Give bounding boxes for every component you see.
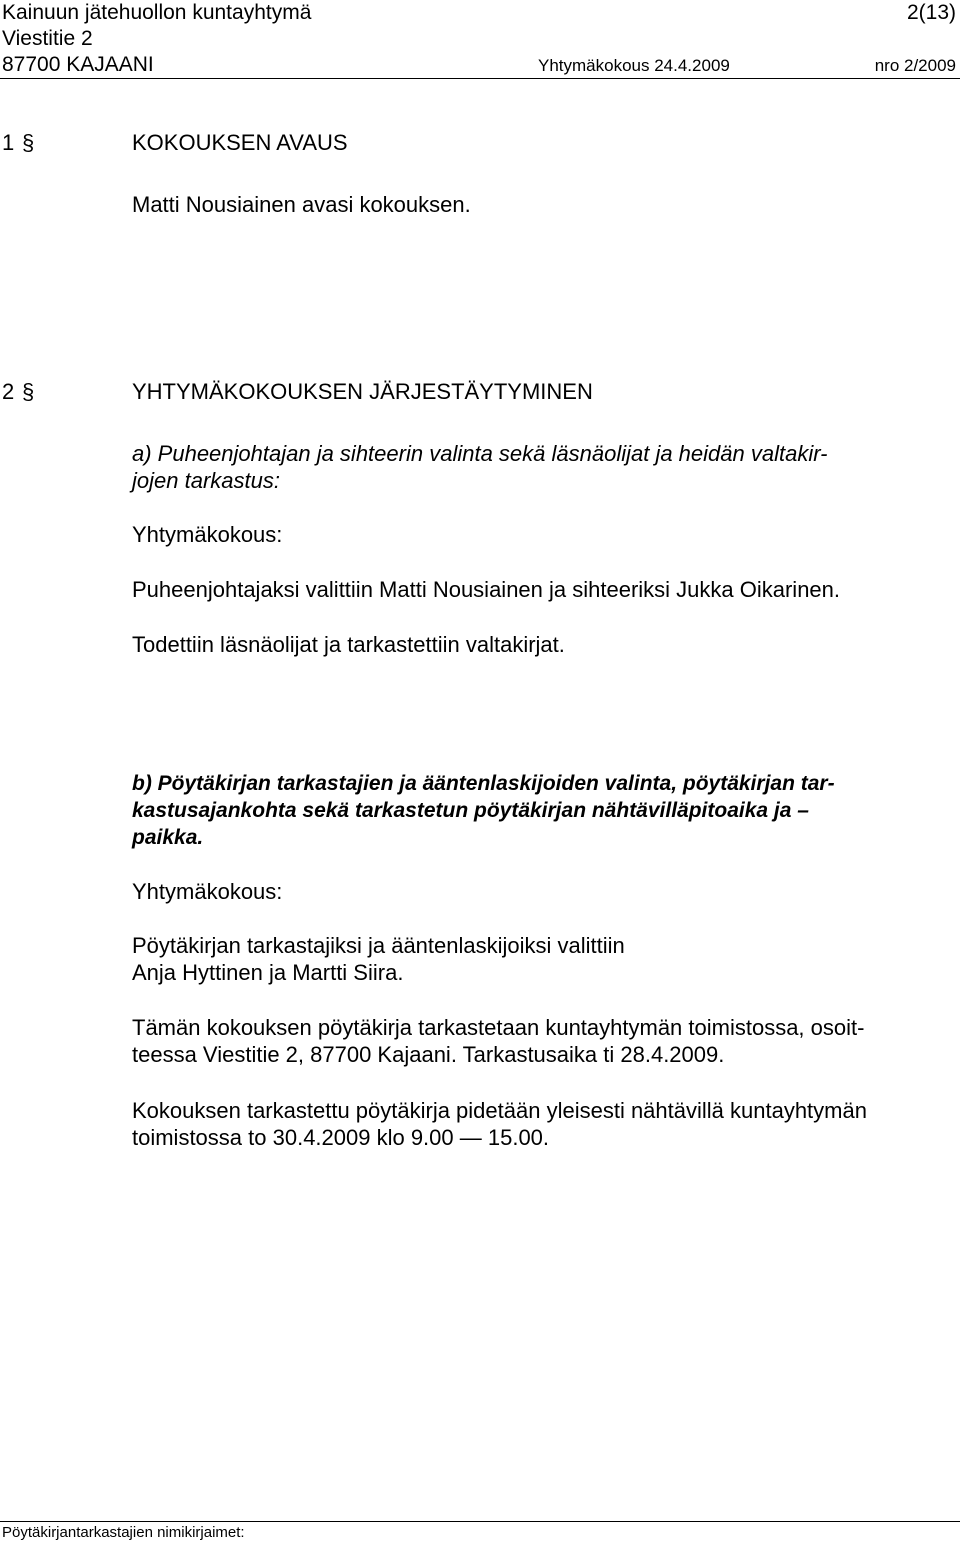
subsection-a-text1: Puheenjohtajaksi valittiin Matti Nousiainen ja sihteeriksi Jukka Oikarinen.: [132, 577, 841, 602]
section-2-sign: §: [22, 379, 35, 404]
organization-name: Kainuun jätehuollon kuntayhtymä: [2, 1, 312, 24]
subsection-b-heading-line2: kastusajankohta sekä tarkastetun pöytäkirjan nähtävilläpitoaika ja –: [132, 799, 809, 822]
signatures-label: Pöytäkirjantarkastajien nimikirjaimet:: [2, 1524, 245, 1541]
section-1-text: Matti Nousiainen avasi kokouksen.: [132, 192, 471, 217]
header-divider: [0, 78, 960, 79]
subsection-b-text1-line1: Pöytäkirjan tarkastajiksi ja ääntenlaskijoiksi valittiin: [132, 933, 625, 958]
subsection-b-heading-line3: paikka.: [132, 826, 204, 849]
page-number: 2(13): [906, 1, 956, 24]
address-city: 87700 KAJAANI: [2, 53, 154, 76]
section-2-title: YHTYMÄKOKOUKSEN JÄRJESTÄYTYMINEN: [132, 379, 593, 404]
subsection-b-text2-line2: teessa Viestitie 2, 87700 Kajaani. Tarkastusaika ti 28.4.2009.: [132, 1042, 725, 1067]
subsection-b-heading-line1: b) Pöytäkirjan tarkastajien ja ääntenlaskijoiden valinta, pöytäkirjan tar-: [132, 772, 835, 795]
section-1-title: KOKOUKSEN AVAUS: [132, 130, 348, 155]
footer-divider: [0, 1521, 960, 1522]
document-number: nro 2/2009: [874, 56, 956, 75]
subsection-a-heading-line1: a) Puheenjohtajan ja sihteerin valinta sekä läsnäolijat ja heidän valtakir-: [132, 441, 828, 466]
section-1-number: 1: [2, 130, 15, 155]
subsection-a-label: Yhtymäkokous:: [132, 522, 283, 547]
address-street: Viestitie 2: [2, 27, 93, 50]
subsection-b-text3-line2: toimistossa to 30.4.2009 klo 9.00 — 15.00.: [132, 1125, 550, 1150]
section-2-number: 2: [2, 379, 15, 404]
subsection-b-text1-line2: Anja Hyttinen ja Martti Siira.: [132, 960, 404, 985]
subsection-b-label: Yhtymäkokous:: [132, 879, 283, 904]
subsection-b-text2-line1: Tämän kokouksen pöytäkirja tarkastetaan kuntayhtymän toimistossa, osoit-: [132, 1015, 865, 1040]
meeting-date: Yhtymäkokous 24.4.2009: [538, 56, 730, 75]
section-1-sign: §: [22, 130, 35, 155]
subsection-a-text2: Todettiin läsnäolijat ja tarkastettiin valtakirjat.: [132, 632, 565, 657]
subsection-a-heading-line2: jojen tarkastus:: [132, 468, 280, 493]
subsection-b-text3-line1: Kokouksen tarkastettu pöytäkirja pidetään yleisesti nähtävillä kuntayhtymän: [132, 1098, 867, 1123]
